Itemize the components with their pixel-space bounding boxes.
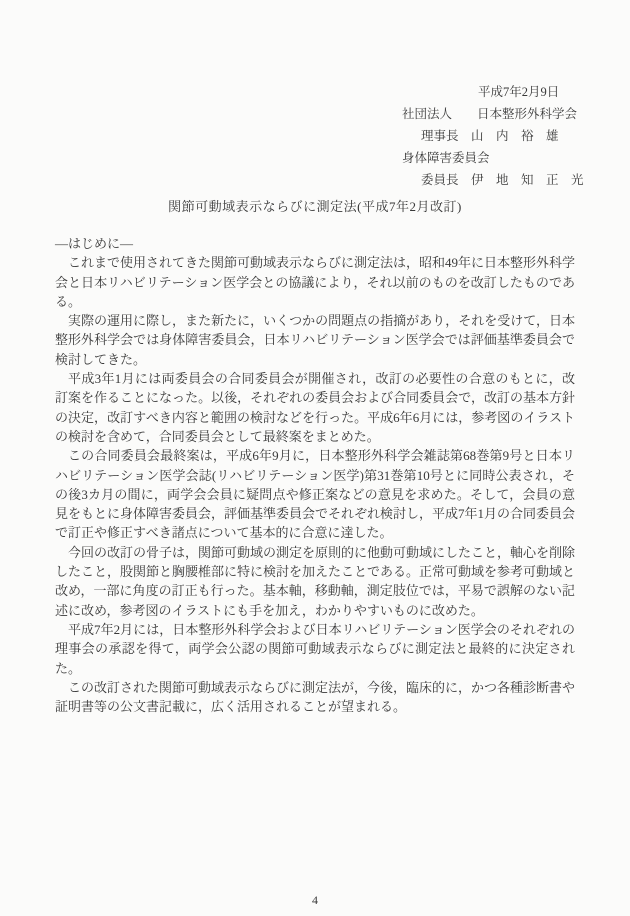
paragraphs-container xyxy=(55,253,575,716)
document-header xyxy=(402,81,584,191)
paragraph: 平成3年1月には両委員会の合同委員会が開催され，改訂の必要性の合意のもとに，改訂案を作ることになった。以後，それぞれの委員会および合同委員会で，改訂の基本方針の決定，改訂すべき内容と範囲の検討などを行った。平成6年6月には，参考図のイラストの検討を含めて，合同委員会として最終案をまとめた。 xyxy=(55,371,575,444)
chairman-line: 委員長 伊 地 知 正 光 xyxy=(421,173,584,187)
section-heading: —はじめに— xyxy=(55,236,134,251)
paragraph: 実際の運用に際し，また新たに，いくつかの問題点の指摘があり，それを受けて，日本整形外科学会では身体障害委員会，日本リハビリテーション医学会では評価基準委員会で検討してきた。 xyxy=(55,313,575,367)
page-number: 4 xyxy=(312,893,318,907)
document-title: 関節可動域表示ならびに測定法(平成7年2月改訂) xyxy=(168,199,462,214)
president-line: 理事長 山 内 裕 雄 xyxy=(421,129,559,143)
paragraph: これまで使用されてきた関節可動域表示ならびに測定法は，昭和49年に日本整形外科学会と日本リハビリテーション医学会との協議により，それ以前のものを改訂したものである。 xyxy=(55,255,576,309)
paragraph: 今回の改訂の骨子は，関節可動域の測定を原則的に他動可動域にしたこと，軸心を削除したこと，股関節と胸腰椎部に特に検討を加えたことである。正常可動域を参考可動域と改め，一部に角度の訂正も行った。基本軸，移動軸，測定肢位では，平易で誤解のない記述に改め，参考図のイラストにも手を加え，わかりやすいものに改めた。 xyxy=(55,544,576,618)
document-body xyxy=(55,234,575,716)
paragraph: この合同委員会最終案は，平成6年9月に，日本整形外科学会雑誌第68巻第9号と日本リハビリテーション医学会誌(リハビリテーション医学)第31巻第10号とに同時公表され，その後3カ月の間に，両学会会員に疑問点や修正案などの意見を求めた。そして，会員の意見をもとに身体障害委員会，評価基準委員会でそれぞれ検討し，平成7年1月の合同委員会で訂正や修正すべき諸点について基本的に合意に達した。 xyxy=(55,448,576,541)
committee-line: 身体障害委員会 xyxy=(402,151,490,165)
paragraph: 平成7年2月には，日本整形外科学会および日本リハビリテーション医学会のそれぞれの理事会の承認を得て，両学会公認の関節可動域表示ならびに測定法と最終的に決定された。 xyxy=(55,621,575,676)
organization-line: 社団法人 日本整形外科学会 xyxy=(402,107,578,121)
paragraph: この改訂された関節可動域表示ならびに測定法が，今後，臨床的に，かつ各種診断書や証明書等の公文書記載に，広く活用されることが望まれる。 xyxy=(55,679,576,715)
date-line: 平成7年2月9日 xyxy=(478,85,560,99)
